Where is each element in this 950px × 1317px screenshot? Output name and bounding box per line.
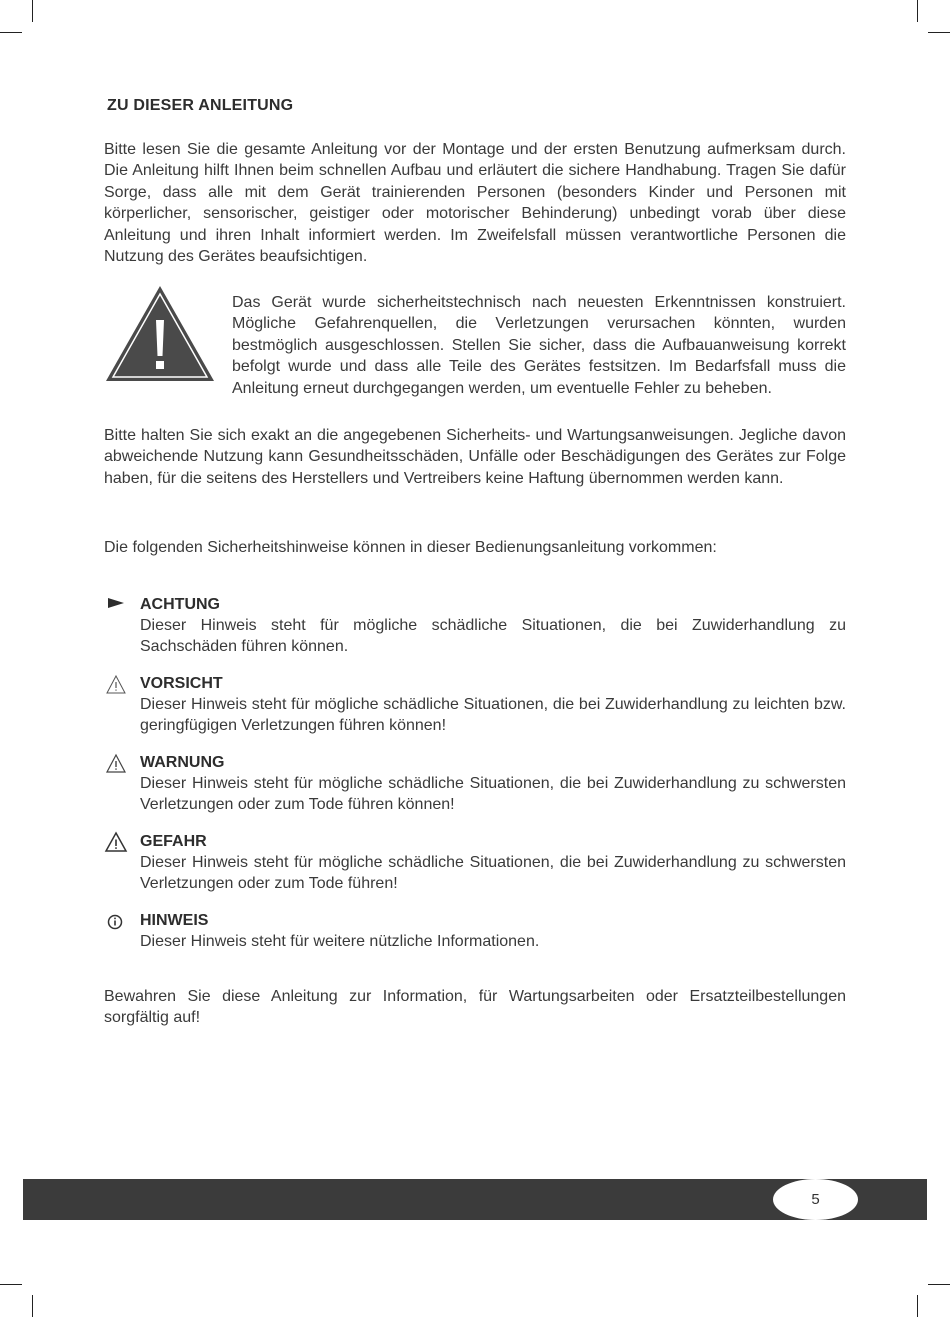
warning-triangle-icon bbox=[104, 284, 216, 383]
notice-text: Dieser Hinweis steht für weitere nützliche Informationen. bbox=[140, 933, 540, 950]
notice-title: VORSICHT bbox=[140, 675, 223, 692]
crop-mark bbox=[928, 32, 950, 33]
page-heading: ZU DIESER ANLEITUNG bbox=[107, 97, 294, 114]
crop-mark bbox=[0, 1284, 22, 1285]
crop-mark bbox=[928, 1284, 950, 1285]
notice-text: Dieser Hinweis steht für mögliche schädliche Situationen, die bei Zuwiderhandlung zu leichten bzw. geringfügigen Verletzungen führen können! bbox=[140, 696, 846, 735]
notice-text: Dieser Hinweis steht für mögliche schädliche Situationen, die bei Zuwiderhandlung zu schwersten Verletzungen oder zum Tode führen! bbox=[140, 854, 846, 893]
notice-title: HINWEIS bbox=[140, 912, 209, 929]
final-paragraph: Bewahren Sie diese Anleitung zur Information, für Wartungsarbeiten oder Ersatzteilbestellungen sorgfältig auf! bbox=[104, 988, 846, 1027]
info-icon bbox=[104, 910, 128, 932]
crop-mark bbox=[917, 1295, 918, 1317]
notice-title: ACHTUNG bbox=[140, 596, 220, 613]
crop-mark bbox=[917, 0, 918, 22]
arrow-pointer-icon bbox=[104, 594, 128, 616]
notice-text: Dieser Hinweis steht für mögliche schädliche Situationen, die bei Zuwiderhandlung zu schwersten Verletzungen oder zum Tode führen können! bbox=[140, 775, 846, 814]
notice-title: GEFAHR bbox=[140, 833, 207, 850]
crop-mark bbox=[32, 0, 33, 22]
warning-triangle-icon bbox=[104, 752, 128, 774]
page-number: 5 bbox=[773, 1179, 858, 1220]
danger-triangle-icon bbox=[104, 831, 128, 853]
intro-paragraph: Bitte lesen Sie die gesamte Anleitung vor der Montage und der ersten Benutzung aufmerksam durch. Die Anleitung hilft Ihnen beim schnellen Aufbau und erläutert die sichere Handhabung. Tragen Sie dafür Sorge, dass alle mit dem Gerät trainierenden Personen (besonders Kinder und Personen mit körperlicher, sensorischer, geistiger oder motorischer Behinderung) unbedingt vorab über diese Anleitung und ihren Inhalt informiert werden. Im Zweifelsfall müssen verantwortliche Personen die Nutzung des Gerätes beaufsichtigen. bbox=[104, 141, 846, 266]
crop-mark bbox=[32, 1295, 33, 1317]
caution-triangle-icon bbox=[104, 673, 128, 695]
crop-mark bbox=[0, 32, 22, 33]
notice-text: Dieser Hinweis steht für mögliche schädliche Situationen, die bei Zuwiderhandlung zu Sachschäden führen können. bbox=[140, 617, 846, 656]
notices-intro: Die folgenden Sicherheitshinweise können in dieser Bedienungsanleitung vorkommen: bbox=[104, 539, 717, 556]
notice-title: WARNUNG bbox=[140, 754, 225, 771]
safety-paragraph: Bitte halten Sie sich exakt an die angegebenen Sicherheits- und Wartungsanweisungen. Jegliche davon abweichende Nutzung kann Gesundheitsschäden, Unfälle oder Beschädigungen des Gerätes zur Folge haben, für die seitens des Herstellers und Vertreibers keine Haftung übernommen werden kann. bbox=[104, 427, 846, 487]
warning-text: Das Gerät wurde sicherheitstechnisch nach neuesten Erkenntnissen konstruiert. Mögliche Gefahrenquellen, die Verletzungen verursachen könnten, wurden bestmöglich ausgeschlossen. Stellen Sie sicher, dass die Aufbauanweisung korrekt befolgt wurde und dass alle Teile des Gerätes festsitzen. Im Bedarfsfall muss die Anleitung erneut durchgegangen werden, um eventuelle Fehler zu beheben. bbox=[232, 294, 846, 397]
